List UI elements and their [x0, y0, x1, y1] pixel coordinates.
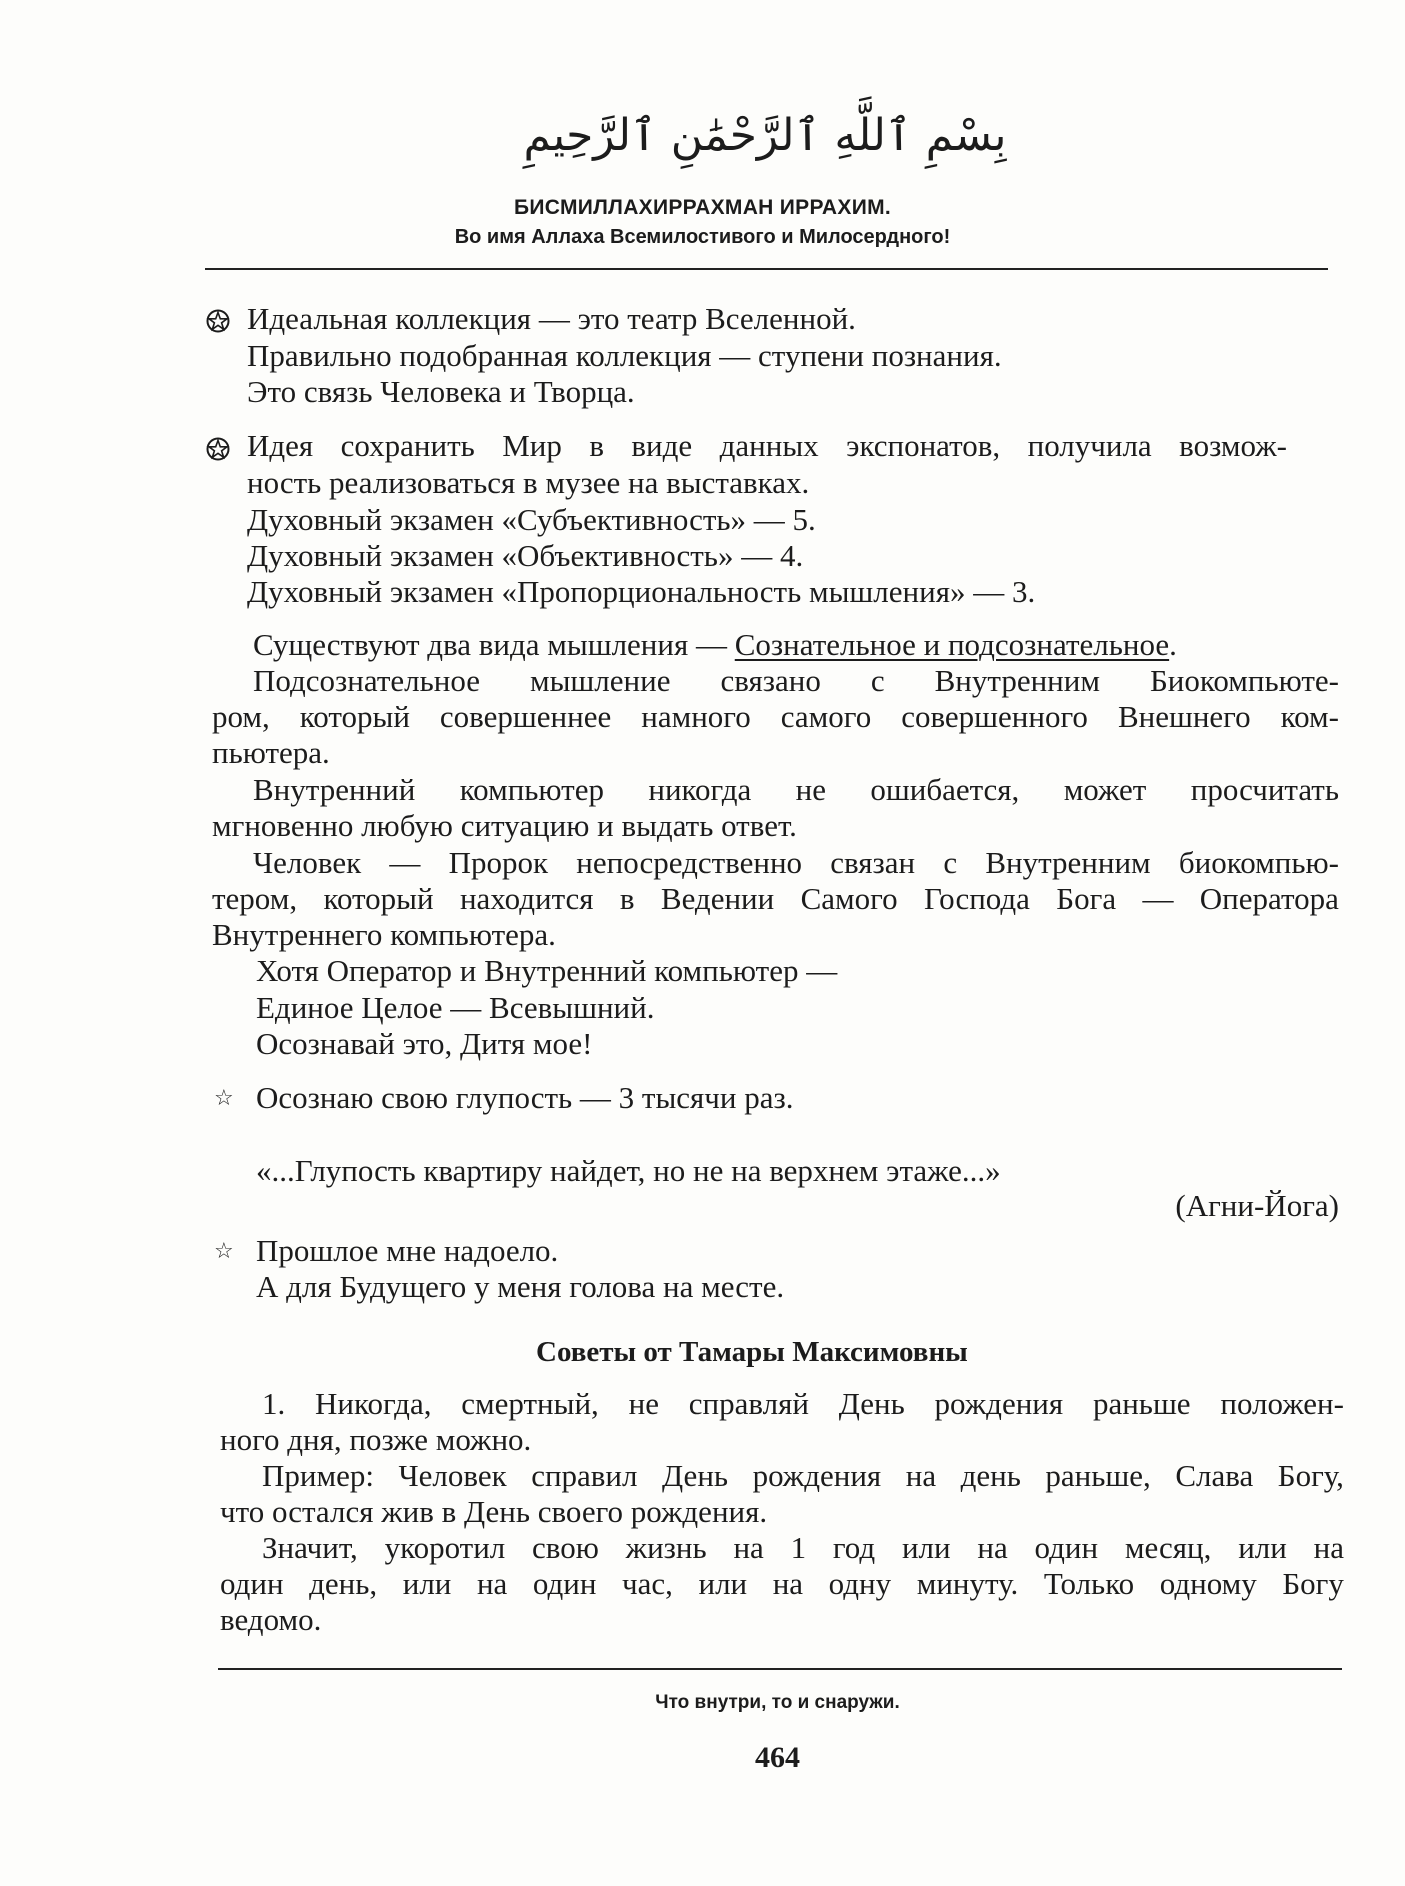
word: на — [476, 1566, 508, 1601]
bismillah-calligraphy — [523, 88, 1007, 180]
word: на — [905, 1458, 937, 1493]
word: или — [1238, 1530, 1287, 1565]
word: справил — [531, 1458, 638, 1493]
word: день — [960, 1458, 1021, 1493]
word: на — [1313, 1530, 1344, 1565]
para3-line-justified — [253, 663, 1339, 699]
word: Идея — [247, 428, 314, 463]
word: не — [795, 772, 826, 807]
word: Никогда, — [315, 1386, 432, 1421]
word: — — [389, 845, 421, 880]
word: справляй — [688, 1386, 809, 1421]
circled-pentagram-icon — [206, 437, 230, 461]
star-outline-icon: ☆ — [214, 1239, 234, 1264]
word: жизнь — [625, 1530, 707, 1565]
word: одному — [1159, 1566, 1257, 1601]
section2-line: Духовный экзамен «Объективность» — 4. — [247, 538, 804, 573]
word: на — [772, 1566, 804, 1601]
para3-line1 — [253, 627, 1177, 663]
word: Богу — [1282, 1566, 1344, 1601]
word: месяц, — [1124, 1530, 1212, 1565]
word: год — [832, 1530, 876, 1565]
word: Оператора — [1199, 881, 1339, 916]
header-subtitle: Во имя Аллаха Всемилостивого и Милосердного! — [454, 226, 951, 248]
circled-pentagram-icon — [206, 309, 230, 333]
section-heading: Советы от Тамары Максимовны — [536, 1336, 968, 1368]
word: один — [220, 1566, 284, 1601]
advice-line: ного дня, позже можно. — [220, 1422, 532, 1457]
word: данных — [719, 428, 819, 463]
para5-line: Единое Целое — Всевышний. — [256, 990, 655, 1025]
word: Значит, — [262, 1530, 358, 1565]
word: экспонатов, — [846, 428, 1001, 463]
word: на — [977, 1530, 1008, 1565]
word: Господа — [923, 881, 1030, 916]
word: совершеннее — [439, 699, 612, 734]
word: сохранить — [340, 428, 475, 463]
word: компьютер — [459, 772, 604, 807]
section1-line: Правильно подобранная коллекция — ступени познания. — [247, 338, 1002, 373]
para5-line: Осознавай это, Дитя мое! — [256, 1026, 593, 1061]
word: ошибается, — [870, 772, 1020, 807]
word: Ведении — [660, 881, 775, 916]
word: связано — [720, 663, 821, 698]
header-title: БИСМИЛЛАХИРРАХМАН ИРРАХИМ. — [513, 196, 892, 219]
word: Внутренним — [934, 663, 1100, 698]
word: находится — [459, 881, 594, 916]
calligraphy-text: بِسْمِ ٱللَّهِ ٱلرَّحْمَٰنِ ٱلرَّحِيمِ — [523, 110, 1007, 161]
word: раньше — [1092, 1386, 1191, 1421]
word: возмож- — [1179, 428, 1287, 463]
word: просчитать — [1190, 772, 1339, 807]
word: 1 — [790, 1530, 807, 1565]
word: намного — [641, 699, 751, 734]
word: может — [1063, 772, 1147, 807]
word: день, — [309, 1566, 378, 1601]
word: Человек — [253, 845, 362, 880]
word: Мир — [502, 428, 562, 463]
advice-line-justified — [262, 1386, 1344, 1422]
word: раньше, — [1045, 1458, 1151, 1493]
word: смертный, — [461, 1386, 599, 1421]
page-number: 464 — [755, 1741, 800, 1774]
star-item-text: Осознаю свою глупость — 3 тысячи раз. — [256, 1080, 794, 1115]
section1-line: Это связь Человека и Творца. — [247, 374, 635, 409]
section1-line: Идеальная коллекция — это театр Вселенной. — [247, 301, 856, 336]
word: ром, — [212, 699, 270, 734]
word: который — [299, 699, 410, 734]
header-rule — [205, 268, 1328, 270]
word: Человек — [398, 1458, 507, 1493]
star-outline-icon: ☆ — [214, 1086, 234, 1111]
word: 1. — [262, 1386, 286, 1421]
word: никогда — [648, 772, 752, 807]
para5-line-justified — [253, 845, 1339, 881]
para3-line-justified — [212, 699, 1339, 735]
word: или — [698, 1566, 748, 1601]
para5-line: Хотя Оператор и Внутренний компьютер — — [256, 953, 838, 988]
word: или — [402, 1566, 452, 1601]
word: Богу, — [1277, 1458, 1344, 1493]
word: положен- — [1220, 1386, 1344, 1421]
advice-line: ведомо. — [220, 1602, 322, 1637]
word: биокомпью- — [1178, 845, 1339, 880]
quote-text: «...Глупость квартиру найдет, но не на верхнем этаже...» — [256, 1153, 1001, 1188]
word: Внутренний — [253, 772, 416, 807]
word: одну — [828, 1566, 892, 1601]
underlined-phrase: Сознательное и подсознательное — [734, 627, 1170, 662]
para5-line: Внутреннего компьютера. — [212, 917, 556, 952]
section2-line: Духовный экзамен «Субъективность» — 5. — [247, 502, 816, 537]
word: ком- — [1280, 699, 1339, 734]
word: виде — [631, 428, 693, 463]
word: Бога — [1056, 881, 1117, 916]
word: Подсознательное — [253, 663, 480, 698]
word: минуту. — [916, 1566, 1019, 1601]
word: Биокомпьюте- — [1149, 663, 1339, 698]
advice-line-justified — [220, 1566, 1344, 1602]
para3-line: пьютера. — [212, 735, 330, 770]
word: укоротил — [384, 1530, 506, 1565]
word: Пророк — [448, 845, 549, 880]
word: совершенного — [901, 699, 1088, 734]
section2-line: Духовный экзамен «Пропорциональность мышления» — 3. — [247, 574, 1036, 609]
para5-line-justified — [212, 881, 1339, 917]
word: Самого — [800, 881, 898, 916]
word: рождения — [752, 1458, 882, 1493]
footer-rule — [218, 1668, 1342, 1670]
word: не — [628, 1386, 659, 1421]
word: Слава — [1175, 1458, 1254, 1493]
word: который — [323, 881, 434, 916]
word: свою — [532, 1530, 599, 1565]
word: Внешнего — [1117, 699, 1251, 734]
word: мышление — [529, 663, 671, 698]
word: День — [662, 1458, 729, 1493]
word: — — [1142, 881, 1174, 916]
advice-line: что остался жив в День своего рождения. — [220, 1494, 768, 1529]
word: на — [733, 1530, 764, 1565]
word: один — [532, 1566, 597, 1601]
footer-text: Что внутри, то и снаружи. — [655, 1692, 900, 1713]
para4-line-justified — [253, 772, 1339, 808]
word: День — [838, 1386, 905, 1421]
advice-line-justified — [262, 1458, 1344, 1494]
word: с — [870, 663, 885, 698]
word: тером, — [212, 881, 298, 916]
word: час, — [622, 1566, 673, 1601]
word: непосредственно — [576, 845, 803, 880]
word: один — [1034, 1530, 1099, 1565]
text-span: Существуют два вида мышления — — [253, 627, 735, 662]
word: рождения — [934, 1386, 1064, 1421]
section2-line: ность реализоваться в музее на выставках. — [247, 465, 810, 500]
word: с — [943, 845, 958, 880]
word: связан — [830, 845, 916, 880]
word: Только — [1043, 1566, 1135, 1601]
para4-line: мгновенно любую ситуацию и выдать ответ. — [212, 808, 797, 843]
text-span: . — [1169, 627, 1177, 662]
advice-line-justified — [262, 1530, 1344, 1566]
word: в — [589, 428, 604, 463]
star-item-text: А для Будущего у меня голова на месте. — [256, 1269, 785, 1304]
section2-line-justified — [247, 428, 1287, 464]
word: или — [901, 1530, 951, 1565]
word: самого — [780, 699, 872, 734]
star-item-text: Прошлое мне надоело. — [256, 1233, 559, 1268]
word: Пример: — [262, 1458, 374, 1493]
word: получила — [1027, 428, 1152, 463]
quote-source: (Агни-Йога) — [1175, 1188, 1339, 1223]
word: в — [619, 881, 635, 916]
word: Внутренним — [985, 845, 1151, 880]
